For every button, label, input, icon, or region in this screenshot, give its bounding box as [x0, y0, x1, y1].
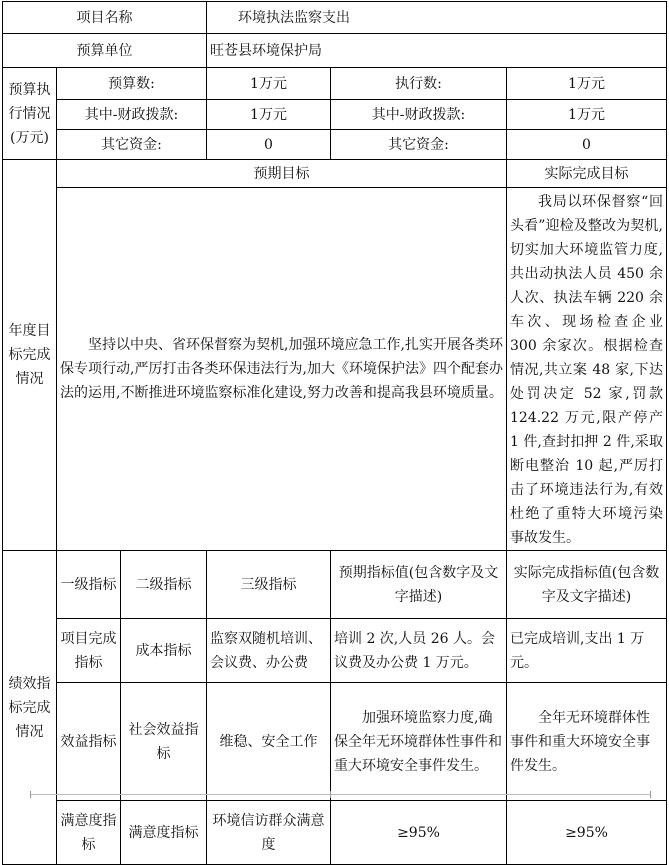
level3-cell: 监察双随机培训、会议费、办公费	[207, 619, 331, 683]
project-name-label: 项目名称	[3, 2, 207, 34]
expected-value-cell: ≥95%	[331, 801, 507, 865]
other-funds-label: 其它资金:	[57, 130, 207, 160]
project-performance-table	[2, 1, 667, 865]
budget-unit-label: 预算单位	[3, 34, 207, 68]
page-corner-mark-left	[30, 791, 31, 798]
actual-value-cell: 已完成培训,支出 1 万元。	[507, 619, 667, 683]
indicators-header-row	[3, 551, 667, 619]
budget-unit-row	[3, 34, 667, 68]
actual-goals-text: 我局以环保督察“回头看”迎检及整改为契机,切实加大环境监管力度,共出动执法人员 450 余人次、执法车辆 220 余车次、现场检查企业 300 余家次。根据检查情况,共立案 48 家,下达处罚决定 52 家,罚款 124.22 万元,限产停产 1 件,查封扣押 2 件,采取断电整治 10 起,严厉打击了环境违法行为,有效杜绝了重特大环境污染事故发生。	[507, 188, 667, 551]
other-funds-value: 0	[207, 130, 331, 160]
budget-label: 预算数:	[57, 68, 207, 100]
budget-row	[3, 68, 667, 100]
fiscal-budget-value: 1万元	[207, 100, 331, 130]
expected-value-header: 预期指标值(包含数字及文字描述)	[331, 551, 507, 619]
level2-cell: 满意度指标	[121, 801, 207, 865]
benefit-indicator-row	[3, 683, 667, 801]
level3-cell: 维稳、安全工作	[207, 683, 331, 801]
budget-section-label: 预算执行情况(万元)	[3, 68, 57, 160]
actual-goals-header: 实际完成目标	[507, 160, 667, 188]
performance-section-label: 绩效指标完成情况	[3, 551, 57, 865]
actual-value-header: 实际完成指标值(包含数字及文字描述)	[507, 551, 667, 619]
executed-label: 执行数:	[331, 68, 507, 100]
actual-value-cell: ≥95%	[507, 801, 667, 865]
goals-content-row	[3, 188, 667, 551]
level2-cell: 成本指标	[121, 619, 207, 683]
satisfaction-indicator-row	[3, 801, 667, 865]
project-name-value: 环境执法监察支出	[207, 2, 667, 34]
budget-value: 1万元	[207, 68, 331, 100]
page-corner-mark-middle	[330, 791, 331, 798]
page-corner-mark-right	[650, 791, 651, 798]
actual-value-cell: 全年无环境群体性事件和重大环境安全事件发生。	[507, 683, 667, 801]
project-name-row	[3, 2, 667, 34]
cost-indicator-row	[3, 619, 667, 683]
level2-header: 二级指标	[121, 551, 207, 619]
level2-cell: 社会效益指标	[121, 683, 207, 801]
level3-header: 三级指标	[207, 551, 331, 619]
other-funds-executed-value: 0	[507, 130, 667, 160]
level3-cell: 环境信访群众满意度	[207, 801, 331, 865]
level1-cell: 效益指标	[57, 683, 121, 801]
fiscal-row	[3, 100, 667, 130]
fiscal-executed-value: 1万元	[507, 100, 667, 130]
level1-cell: 满意度指标	[57, 801, 121, 865]
fiscal-budget-label: 其中-财政拨款:	[57, 100, 207, 130]
expected-value-cell: 培训 2 次,人员 26 人。会议费及办公费 1 万元。	[331, 619, 507, 683]
annual-goals-section-label: 年度目标完成情况	[3, 160, 57, 551]
other-funds-row	[3, 130, 667, 160]
expected-goals-text: 坚持以中央、省环保督察为契机,加强环境应急工作,扎实开展各类环保专项行动,严厉打击各类环保违法行为,加大《环境保护法》四个配套办法的运用,不断推进环境监察标准化建设,努力改善和提高我县环境质量。	[57, 188, 507, 551]
budget-unit-value: 旺苍县环境保护局	[207, 34, 667, 68]
expected-value-cell: 加强环境监察力度,确保全年无环境群体性事件和重大环境安全事件发生。	[331, 683, 507, 801]
fiscal-executed-label: 其中-财政拨款:	[331, 100, 507, 130]
other-funds-executed-label: 其它资金:	[331, 130, 507, 160]
expected-goals-header: 预期目标	[57, 160, 507, 188]
page-bottom-edge	[30, 794, 650, 795]
goals-header-row	[3, 160, 667, 188]
executed-value: 1万元	[507, 68, 667, 100]
level1-header: 一级指标	[57, 551, 121, 619]
level1-cell: 项目完成指标	[57, 619, 121, 683]
